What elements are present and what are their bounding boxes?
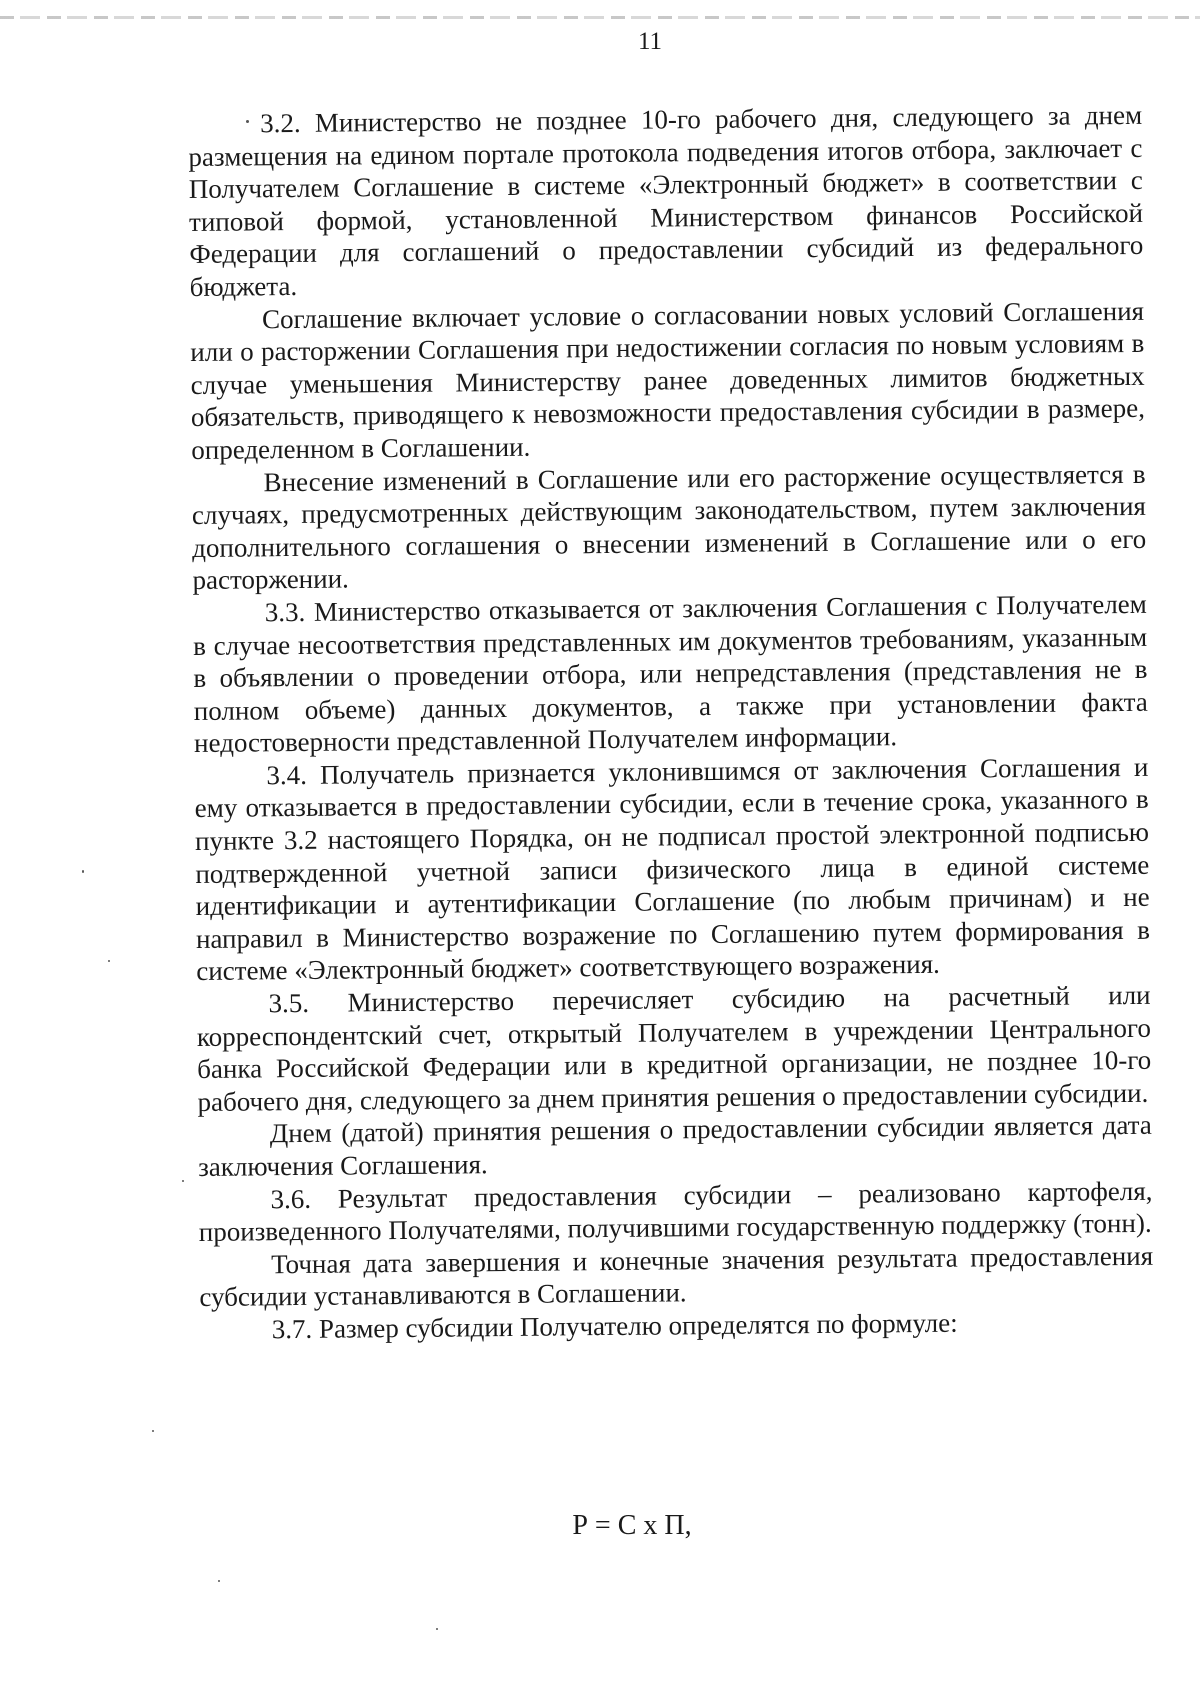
paragraph-3-7: 3.7. Размер субсидии Получателю определятся по формуле: (271, 1307, 958, 1345)
paragraph-amendments: Внесение изменений в Соглашение или его расторжение осуществляется в случаях, предусмотренных действующим законодательством, путем заключения дополнительного соглашения о внесении изменений в Соглашение или о его расторжении. (191, 458, 1147, 596)
paragraph-decision-date: Днем (датой) принятия решения о предоставлении субсидии является дата заключения Соглашения. (198, 1110, 1152, 1182)
subsidy-formula: Р = С х П, (572, 1510, 692, 1541)
paragraph-result-date: Точная дата завершения и конечные значения результата предоставления субсидии устанавливаются в Соглашении. (199, 1240, 1154, 1313)
scan-edge-artifact (0, 16, 1200, 19)
paragraph-3-6: 3.6. Результат предоставления субсидии – реализовано картофеля, произведенного Получателями, получившими государственную поддержку (тонн). (198, 1175, 1153, 1248)
paragraph-3-2: 3.2. Министерство не позднее 10-го рабочего дня, следующего за днем размещения на едином портале протокола подведения итогов отбора, заключает с Получателем Соглашение в системе «Электронный бюджет» в соответствии с типовой формой, установленной Министерством финансов Российской Федерации для соглашений о предоставлении субсидий из федерального бюджета. (188, 99, 1144, 302)
scan-speck (108, 960, 110, 962)
scan-speck (246, 120, 249, 123)
paragraph-agreement-terms: Соглашение включает условие о согласовании новых условий Соглашения или о расторжении Соглашения при недостижении согласия по новым условиям в случае уменьшения Министерству ранее доведенных лимитов бюджетных обязательств, приводящего к невозможности предоставления субсидии в размере, определенном в Соглашении. (190, 295, 1146, 465)
document-body (188, 99, 1154, 1347)
scan-speck (182, 1180, 184, 1182)
page-number: 11 (637, 28, 663, 55)
paragraph-3-3: 3.3. Министерство отказывается от заключения Соглашения с Получателем в случае несоответствия представленных им документов требованиям, указанным в объявлении о проведении отбора, или непредставления (представления не в полном объеме) данных документов, а также при установлении факта недостоверности представленной Получателем информации. (193, 588, 1148, 759)
scan-speck (82, 870, 84, 873)
paragraph-3-4: 3.4. Получатель признается уклонившимся от заключения Соглашения и ему отказывается в предоставлении субсидии, если в течение срока, указанного в пункте 3.2 настоящего Порядка, он не подписал простой электронной подписью подтвержденной учетной записи физического лица в единой системе идентификации и аутентификации Соглашение (по любым причинам) и не направил в Министерство возражение по Соглашению путем формирования в системе «Электронный бюджет» соответствующего возражения. (194, 751, 1151, 987)
paragraph-3-5: 3.5. Министерство перечисляет субсидию на расчетный или корреспондентский счет, открытый Получателем в учреждении Центрального банка Российской Федерации или в кредитной организации, не позднее 10-го рабочего дня, следующего за днем принятия решения о предоставлении субсидии. (196, 979, 1152, 1117)
scan-speck (218, 1580, 220, 1582)
scan-speck (436, 1628, 438, 1630)
scan-speck (152, 1430, 154, 1432)
